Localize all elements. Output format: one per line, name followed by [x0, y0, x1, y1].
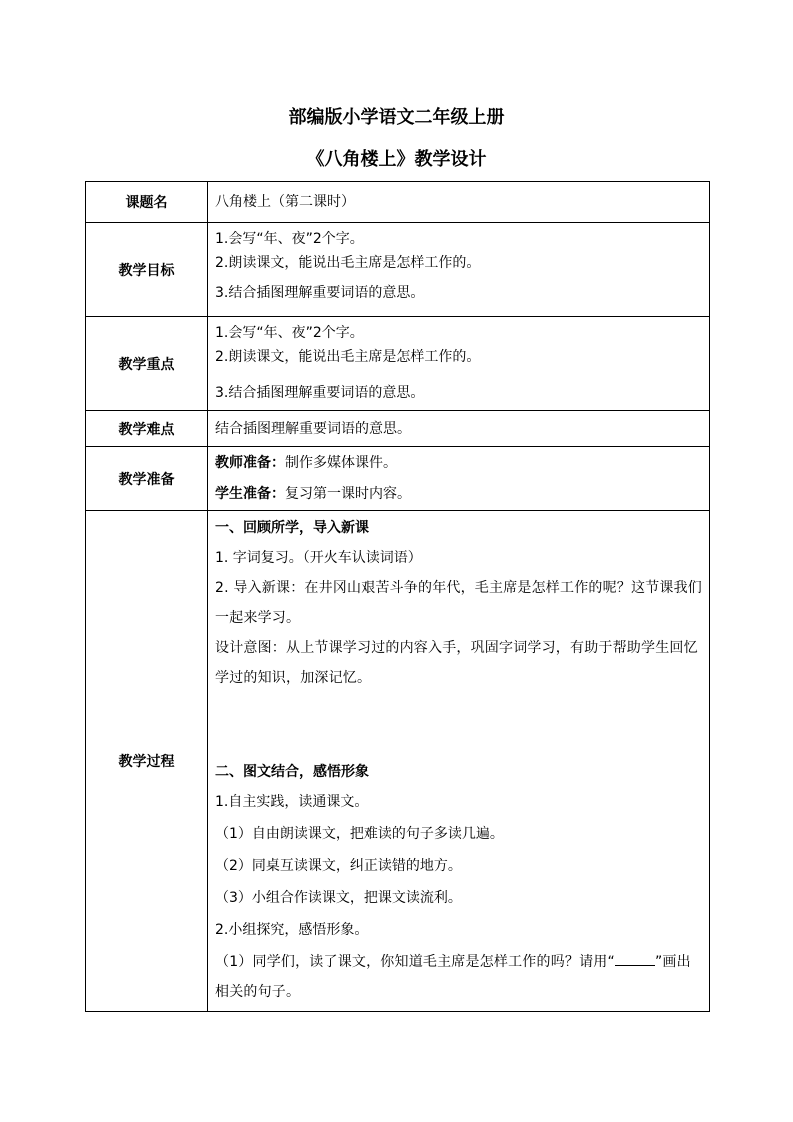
- process-item: 2.小组探究，感悟形象。: [215, 922, 369, 938]
- document-title: 部编版小学语文二年级上册: [288, 107, 505, 128]
- row-value-difficulty: [208, 411, 710, 447]
- table-row-focus: [86, 317, 710, 411]
- row-label-topic: 课题名: [86, 182, 208, 223]
- row-label-focus: 教学重点: [86, 317, 208, 411]
- table-row-goals: [86, 223, 710, 317]
- focus-item: 1.会写“年、夜”2个字。: [215, 325, 364, 341]
- row-label-goals: 教学目标: [86, 223, 208, 317]
- process-subitem: （3）小组合作读课文，把课文读流利。: [215, 890, 462, 906]
- difficulty-value: 结合插图理解重要词语的意思。: [215, 420, 411, 437]
- table-row-preparation: [86, 447, 710, 511]
- process-item: 1. 字词复习。（开火车认读词语）: [215, 550, 422, 566]
- section-heading: 一、回顾所学，导入新课: [215, 520, 369, 536]
- goal-item: 2.朗读课文，能说出毛主席是怎样工作的。: [215, 255, 481, 271]
- process-item: 2. 导入新课：在井冈山艰苦斗争的年代，毛主席是怎样工作的呢？这节课我们一起来学习。: [215, 580, 703, 626]
- design-intent: 设计意图：从上节课学习过的内容入手，巩固字词学习，有助于帮助学生回忆学过的知识，加深记忆。: [215, 640, 698, 686]
- row-label-process: 教学过程: [86, 511, 208, 1012]
- goal-item: 1.会写“年、夜”2个字。: [215, 231, 364, 247]
- process-question: [215, 947, 703, 1007]
- row-value-preparation: [208, 447, 710, 511]
- process-subitem: （1）自由朗读课文，把难读的句子多读几遍。: [215, 826, 504, 842]
- lesson-plan-table: [85, 181, 710, 1012]
- row-value-process: [208, 511, 710, 1012]
- focus-item: 2.朗读课文，能说出毛主席是怎样工作的。: [215, 349, 481, 365]
- row-label-difficulty: 教学难点: [86, 411, 208, 447]
- topic-value: 八角楼上（第二课时）: [215, 194, 355, 210]
- student-prep-label: 学生准备：: [215, 486, 285, 502]
- row-value-focus: [208, 317, 710, 411]
- spacer: [215, 693, 703, 757]
- table-row-topic: [86, 182, 710, 223]
- row-value-goals: [208, 223, 710, 317]
- table-row-process: [86, 511, 710, 1012]
- goal-item: 3.结合插图理解重要词语的意思。: [215, 285, 425, 301]
- focus-item: 3.结合插图理解重要词语的意思。: [215, 385, 425, 401]
- student-prep-value: 复习第一课时内容。: [285, 486, 411, 502]
- question-text: （1）同学们，读了课文，你知道毛主席是怎样工作的吗？请用“: [215, 954, 615, 970]
- process-subitem: （2）同桌互读课文，纠正读错的地方。: [215, 858, 462, 874]
- row-value-topic: [208, 182, 710, 223]
- teacher-prep-label: 教师准备：: [215, 455, 285, 471]
- underline-blank: [615, 951, 655, 966]
- table-row-difficulty: [86, 411, 710, 447]
- teacher-prep-value: 制作多媒体课件。: [285, 455, 397, 471]
- process-item: 1.自主实践，读通课文。: [215, 794, 369, 810]
- section-heading: 二、图文结合，感悟形象: [215, 764, 369, 780]
- document-subtitle: 《八角楼上》教学设计: [306, 149, 487, 170]
- row-label-preparation: 教学准备: [86, 447, 208, 511]
- question-text-end: ”画出相关的句子。: [215, 954, 691, 1000]
